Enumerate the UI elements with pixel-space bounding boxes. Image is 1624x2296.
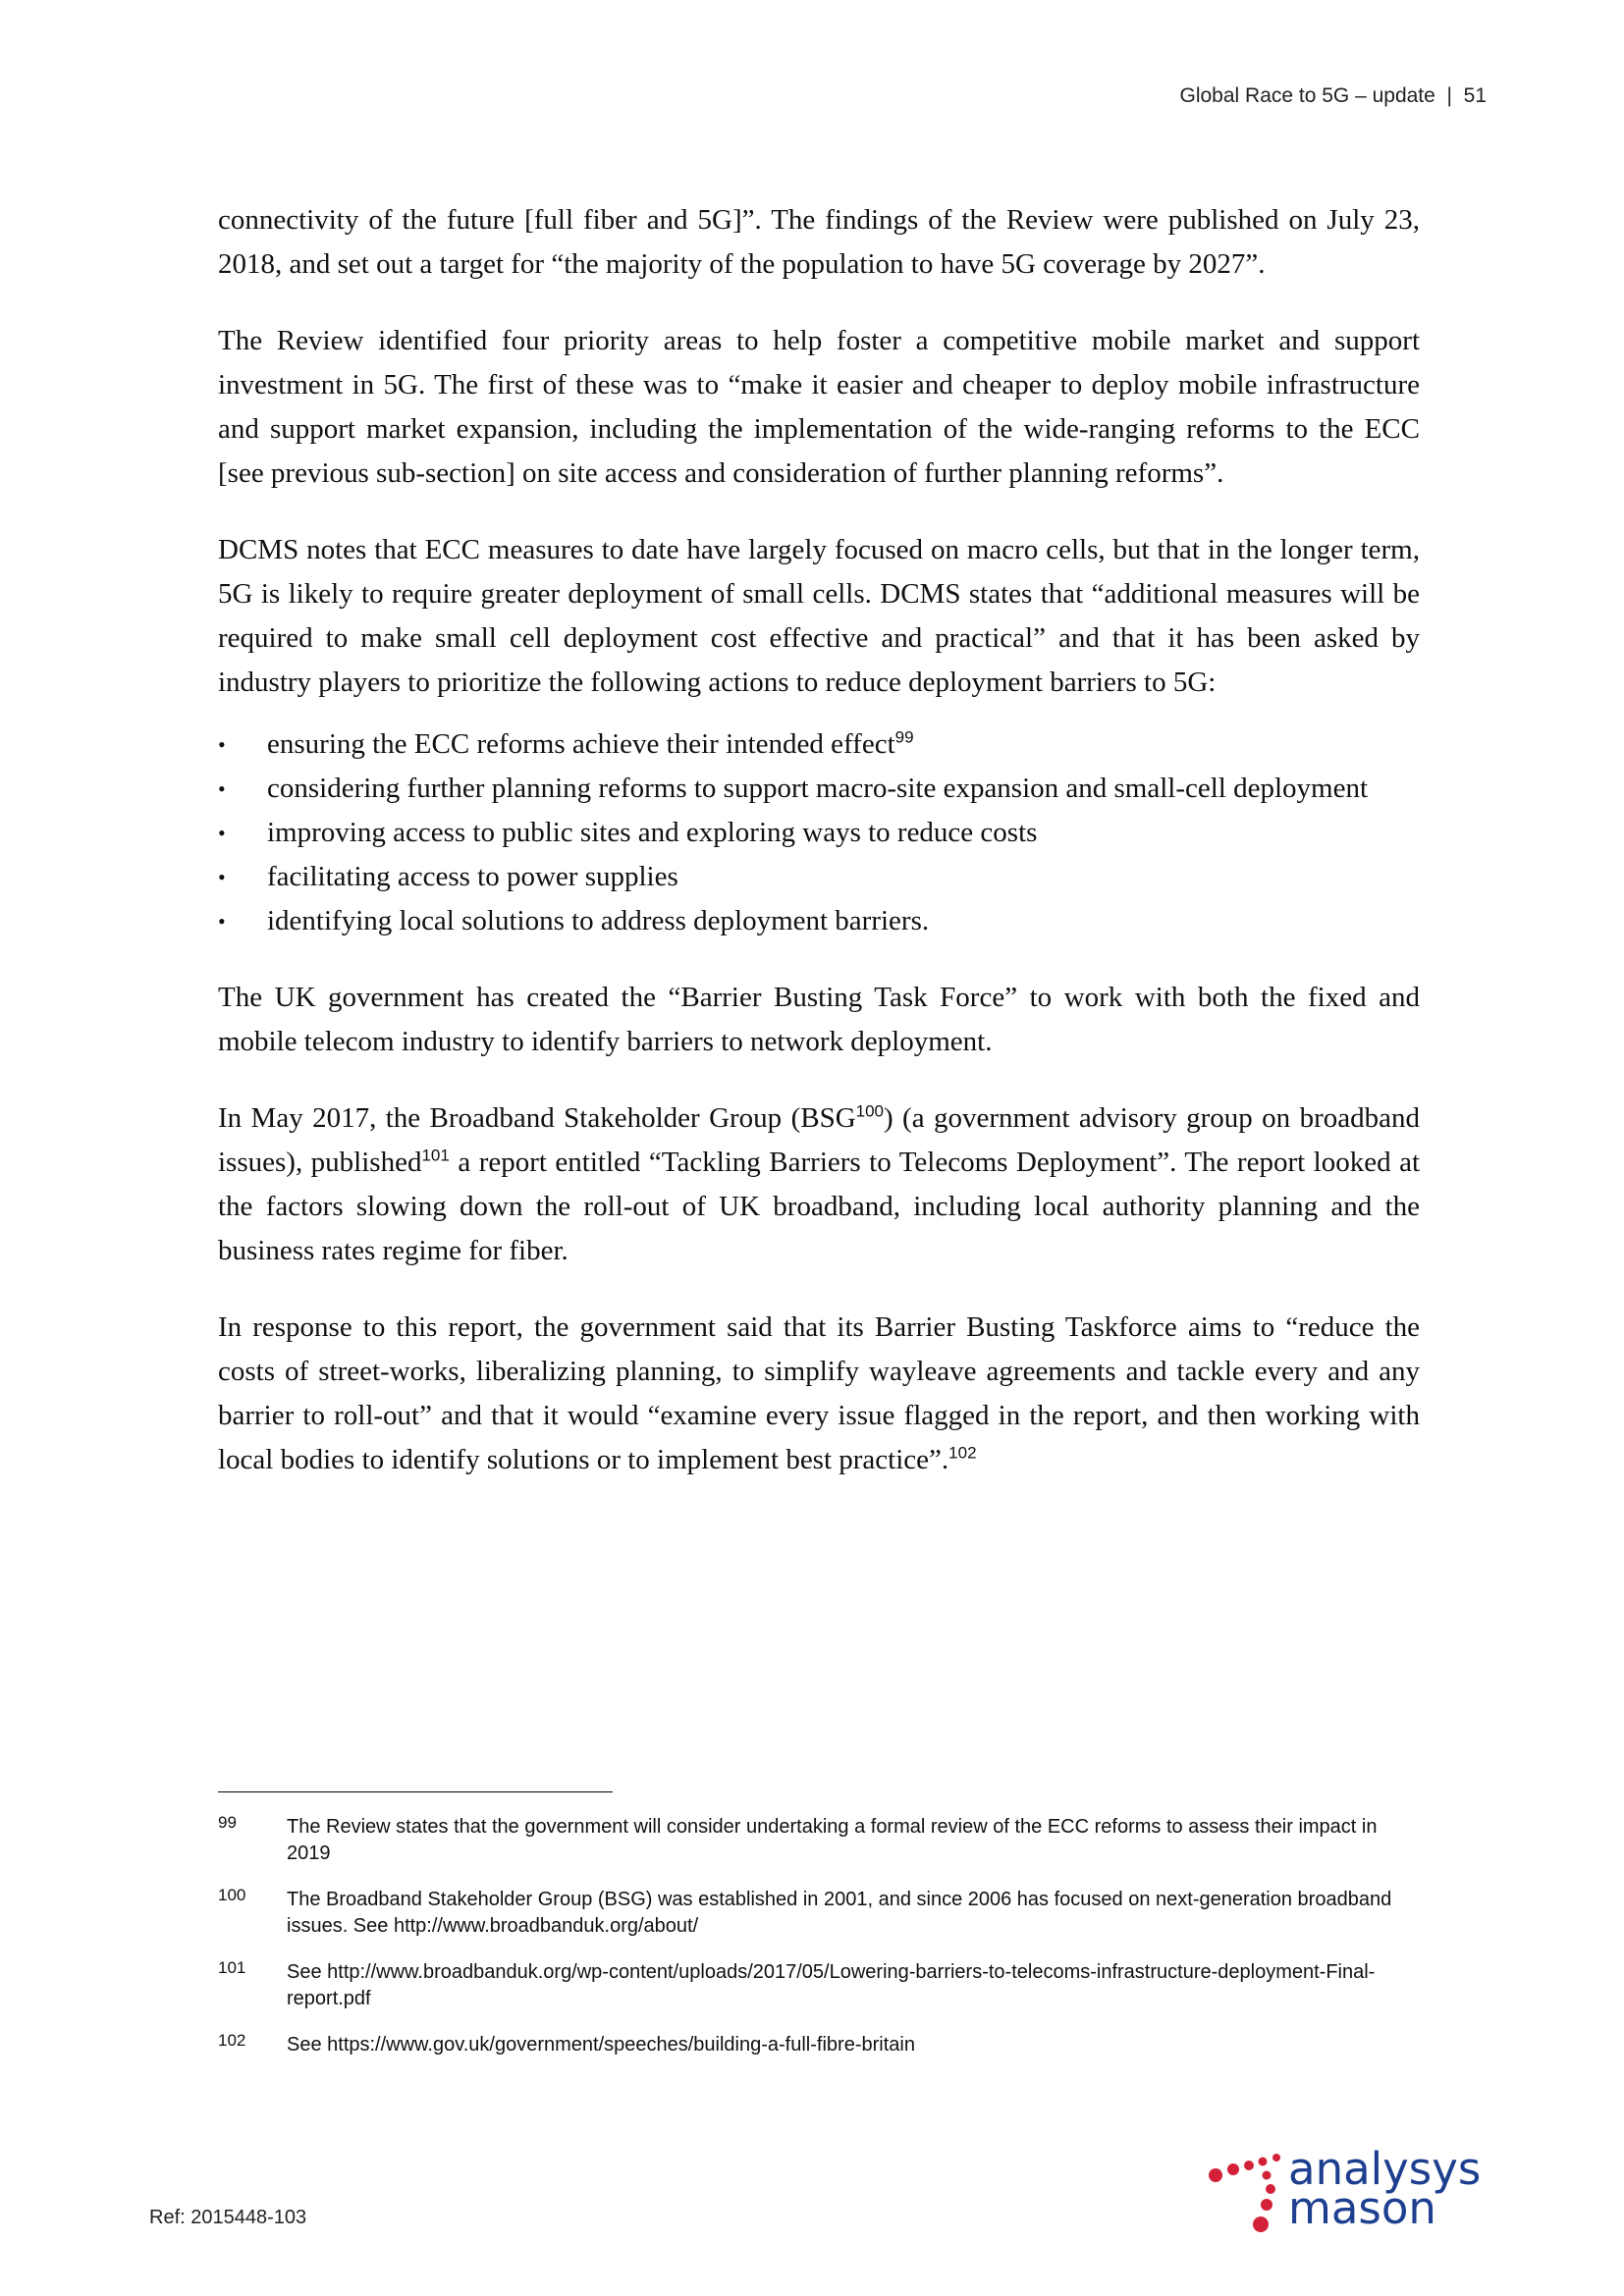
footnote-item	[218, 2032, 1420, 2058]
footnote-ref-99[interactable]: 99	[894, 727, 914, 747]
bullet-list	[218, 722, 1420, 943]
bullet-item	[218, 722, 1420, 767]
footnote-item	[218, 1814, 1420, 1867]
bullet-symbol: •	[218, 732, 226, 757]
header-separator: |	[1446, 84, 1452, 107]
paragraph-1: connectivity of the future [full fiber and 5G]”. The findings of the Review were published on July 23, 2018, and set out a target for “the majority of the population to have 5G coverage by 2027”.	[218, 204, 1420, 280]
bullet-text: ensuring the ECC reforms achieve their intended effect	[267, 728, 895, 760]
footnote-item	[218, 1887, 1420, 1940]
paragraph-3: DCMS notes that ECC measures to date have largely focused on macro cells, but that in the longer term, 5G is likely to require greater deployment of small cells. DCMS states that “additional measures will be required to make small cell deployment cost effective and practical” and that it has been asked by industry players to prioritize the following actions to reduce deployment barriers to 5G:	[218, 534, 1420, 698]
paragraph-5-part-a: In May 2017, the Broadband Stakeholder Group (BSG	[218, 1102, 856, 1134]
bullet-symbol: •	[218, 821, 226, 845]
analysys-mason-logo-text	[1288, 2143, 1482, 2234]
footnote-text: The Review states that the government will consider undertaking a formal review of the ECC reforms to assess their impact in 2019	[287, 1816, 1378, 1864]
header-title: Global Race to 5G – update	[1179, 84, 1435, 107]
paragraph-2: The Review identified four priority areas to help foster a competitive mobile market and support investment in 5G. The first of these was to “make it easier and cheaper to deploy mobile infrastructure and support market expansion, including the implementation of the wide-ranging reforms to the ECC [see previous sub-section] on site access and consideration of further planning reforms”.	[218, 325, 1420, 489]
paragraph-5-part-c: a report entitled “Tackling Barriers to Telecoms Deployment”. The report looked at the factors slowing down the roll-out of UK broadband, including local authority planning and the business rates regime for fiber.	[218, 1147, 1420, 1266]
bullet-text: improving access to public sites and exploring ways to reduce costs	[267, 817, 1038, 848]
bullet-symbol: •	[218, 909, 226, 934]
footnote-text: See https://www.gov.uk/government/speeches/building-a-full-fibre-britain	[287, 2034, 915, 2056]
bullet-item	[218, 767, 1420, 811]
bullet-symbol: •	[218, 776, 226, 801]
page-number: 51	[1463, 84, 1487, 107]
footnote-number: 101	[218, 1958, 246, 1977]
footnote-text: The Broadband Stakeholder Group (BSG) was established in 2001, and since 2006 has focused on next-generation broadband issues. See http://www.broadbanduk.org/about/	[287, 1889, 1392, 1937]
footnote-divider	[218, 1791, 613, 1792]
footnote-text: See http://www.broadbanduk.org/wp-content/uploads/2017/05/Lowering-barriers-to-telecoms-infrastructure-deployment-Final-report.pdf	[287, 1961, 1376, 2009]
footnote-ref-101[interactable]: 101	[421, 1146, 450, 1165]
body-text	[218, 198, 1420, 1515]
footnote-number: 100	[218, 1886, 246, 1904]
bullet-text: considering further planning reforms to support macro-site expansion and small-cell deployment	[267, 773, 1369, 804]
footnote-number: 99	[218, 1813, 237, 1832]
bullet-item	[218, 811, 1420, 855]
running-header	[1179, 84, 1487, 108]
paragraph-6	[218, 1306, 1420, 1482]
footnote-number: 102	[218, 2031, 246, 2050]
paragraph-5-part-b: ) (a government advisory group on broadband issues), published	[218, 1102, 1420, 1178]
footnote-item	[218, 1959, 1420, 2012]
paragraph-6-text: In response to this report, the government said that its Barrier Busting Taskforce aims to “reduce the costs of street-works, liberalizing planning, to simplify wayleave agreements and tackle every and any barrier to roll-out” and that it would “examine every issue flagged in the report, and then working with local bodies to identify solutions or to implement best practice”.	[218, 1311, 1420, 1475]
bullet-text: facilitating access to power supplies	[267, 861, 678, 892]
document-reference: Ref: 2015448-103	[149, 2207, 307, 2228]
footnotes	[218, 1814, 1420, 2078]
paragraph-4: The UK government has created the “Barrier Busting Task Force” to work with both the fixed and mobile telecom industry to identify barriers to network deployment.	[218, 982, 1420, 1057]
footnote-ref-102[interactable]: 102	[948, 1443, 977, 1463]
bullet-item	[218, 855, 1420, 899]
footnote-ref-100[interactable]: 100	[855, 1101, 885, 1121]
paragraph-5	[218, 1096, 1420, 1273]
logo-word-analysys: analysys	[1288, 2143, 1482, 2195]
bullet-item	[218, 899, 1420, 943]
bullet-text: identifying local solutions to address deployment barriers.	[267, 905, 930, 936]
bullet-symbol: •	[218, 865, 226, 889]
logo-word-mason: mason	[1288, 2182, 1436, 2234]
